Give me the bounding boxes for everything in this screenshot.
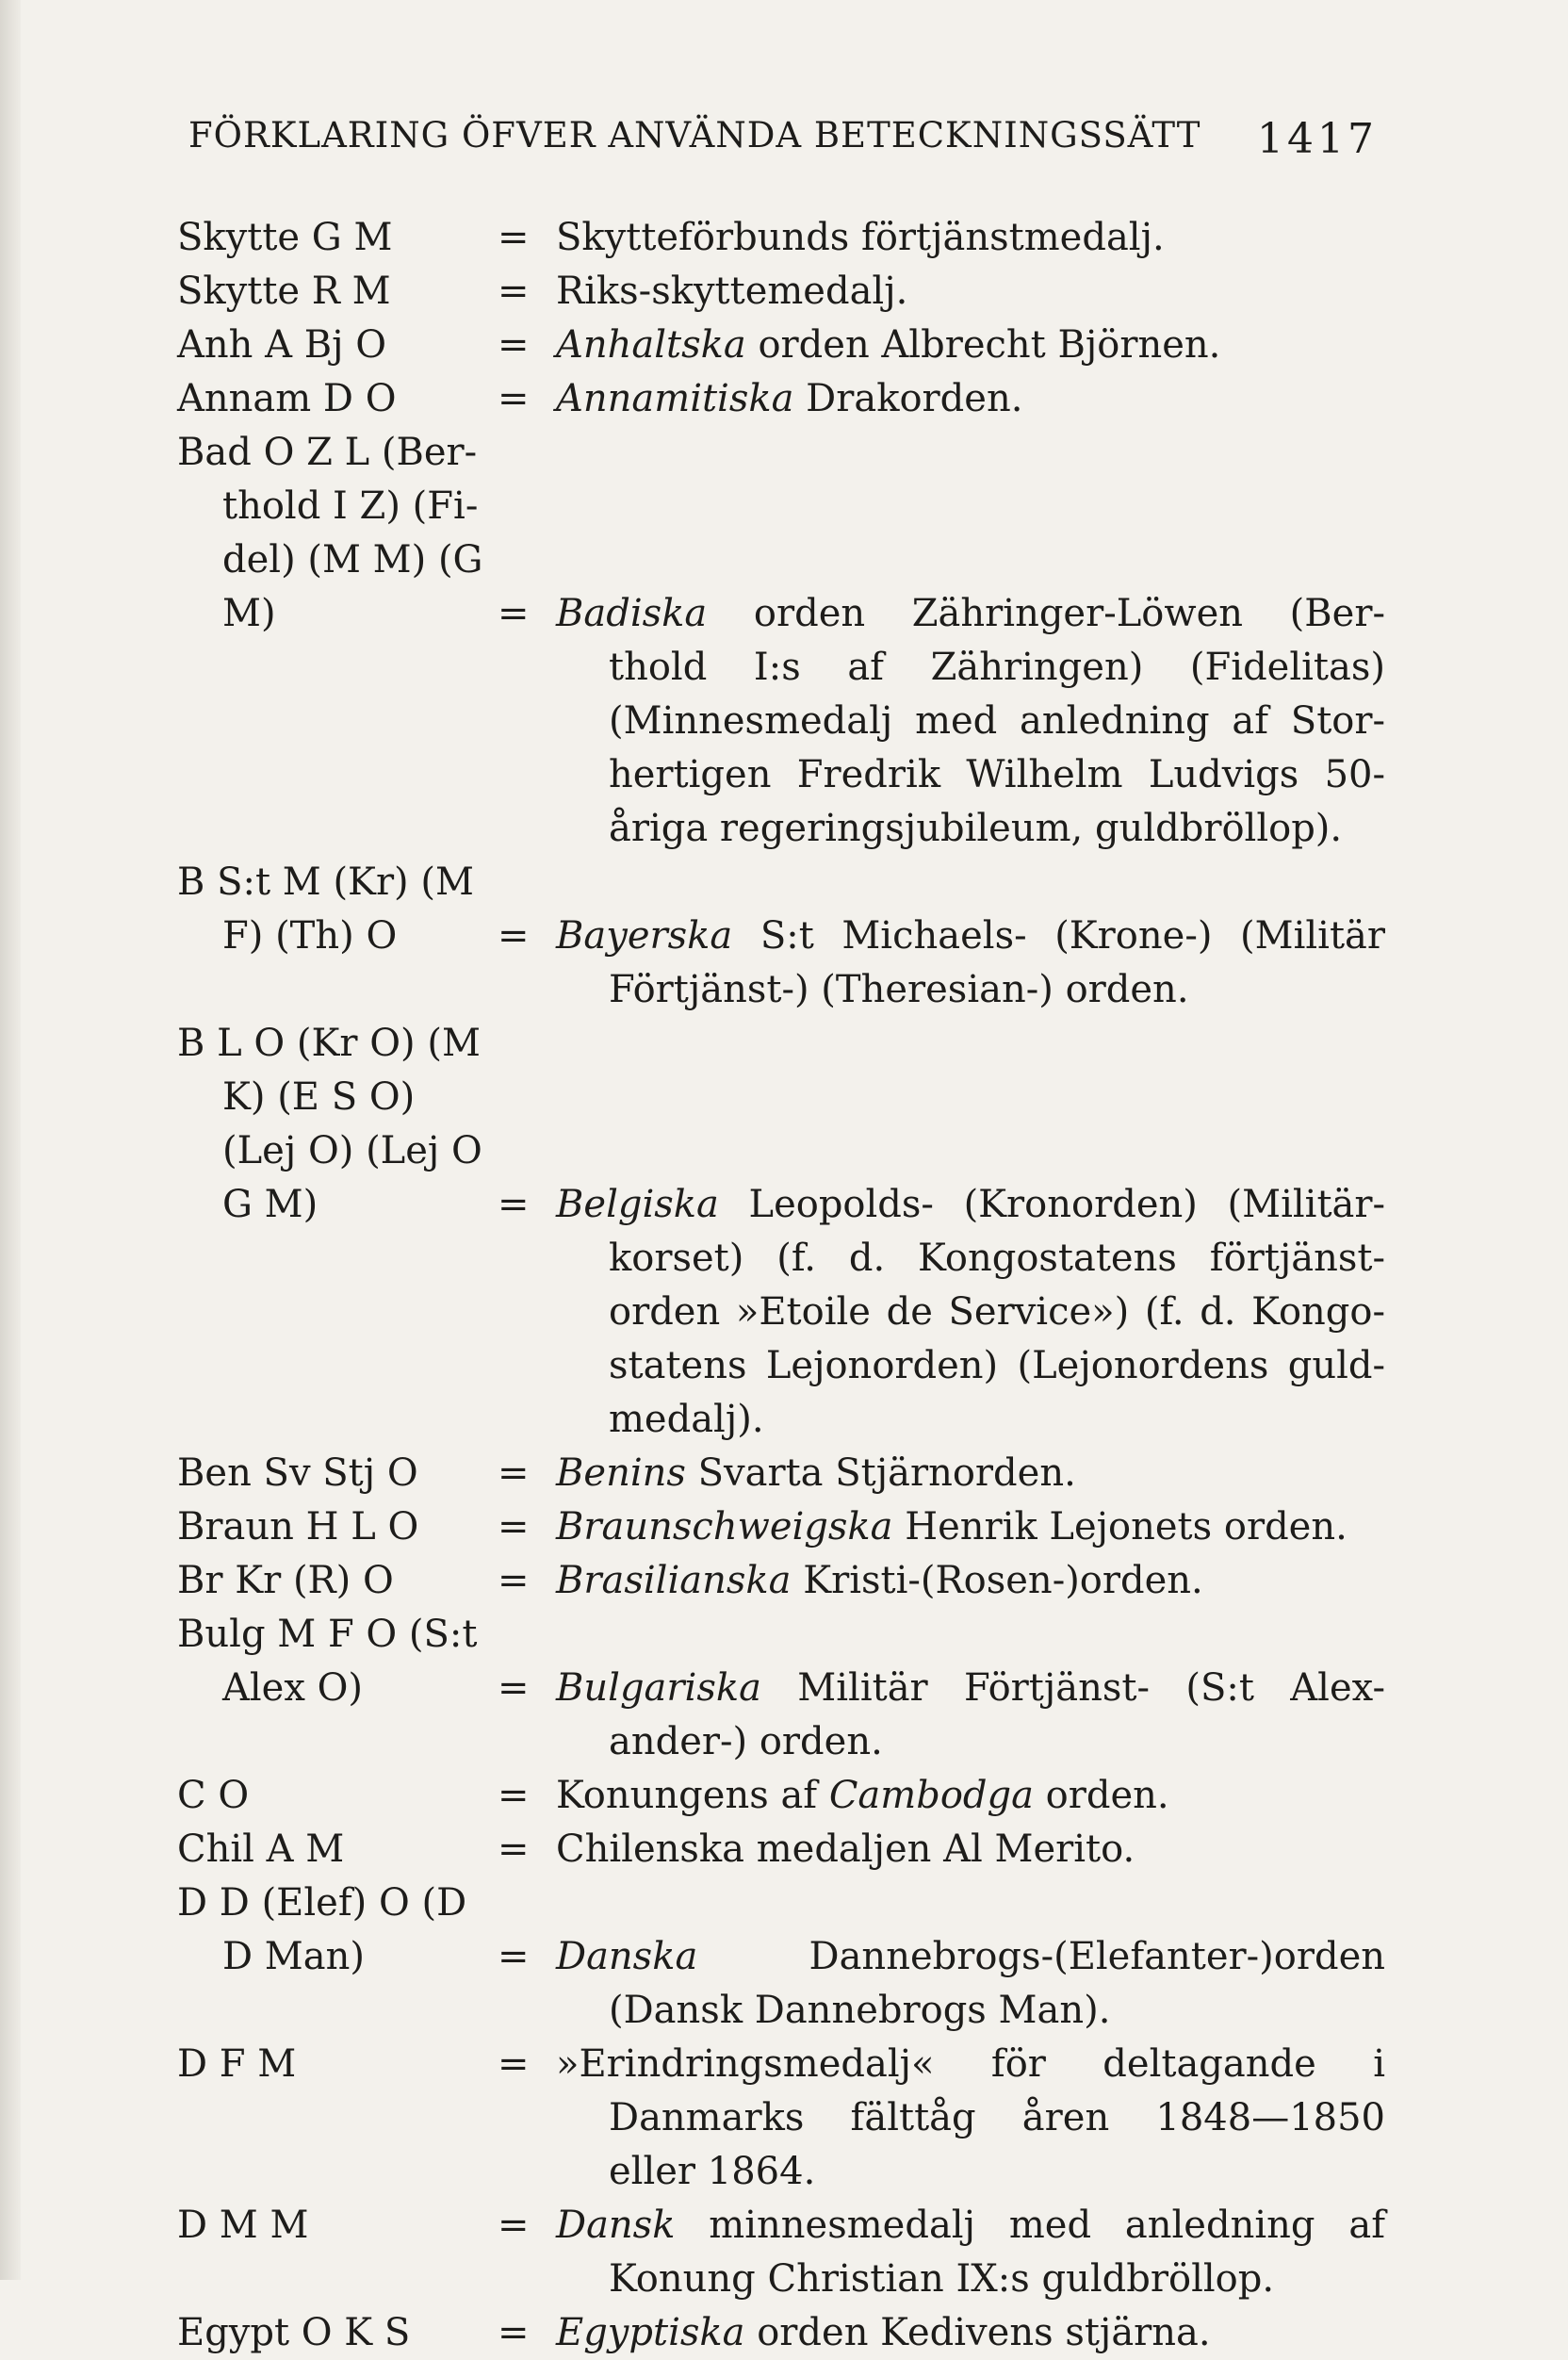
definition-line <box>556 372 1385 426</box>
definition-italic: Egyptiska <box>556 2311 745 2354</box>
equals-sign: = <box>498 2204 530 2247</box>
abbreviation-line: B S:t M (Kr) (M <box>177 860 474 904</box>
definition-text: Drakorden. <box>793 377 1023 420</box>
equals-sign: = <box>498 216 530 259</box>
entry-abbreviation <box>177 1500 498 1554</box>
abbreviation-line: F) (Th) O <box>222 914 398 958</box>
abbreviation-line: Skytte G M <box>177 216 393 259</box>
page-edge <box>0 0 21 2280</box>
entry-abbreviation <box>177 265 498 319</box>
definition-text: statens Lejonorden) (Lejonordens guld- <box>609 1344 1385 1387</box>
definition-line <box>556 2306 1385 2360</box>
entry-abbreviation <box>177 2199 498 2253</box>
entry-abbreviation <box>177 372 498 426</box>
definition-text: Konung Christian IX:s guldbröllop. <box>609 2257 1275 2301</box>
equals-sign: = <box>498 1183 530 1226</box>
definition-line <box>556 910 1385 963</box>
definition-line <box>556 211 1385 265</box>
definition-line <box>556 1662 1385 1715</box>
definition-italic: Dansk <box>556 2204 676 2247</box>
entry-abbreviation <box>177 1823 498 1877</box>
entry-definition <box>556 265 1385 319</box>
definition-line <box>556 1339 1385 1393</box>
definition-text: orden »Etoile de Service») (f. d. Kongo- <box>609 1290 1385 1334</box>
entry-definition <box>556 1447 1385 1500</box>
equals-sign: = <box>498 1827 530 1871</box>
abbreviation-line: Egypt O K S <box>177 2311 411 2354</box>
entry-definition <box>556 2038 1385 2199</box>
abbreviation-line: D D (Elef) O (D <box>177 1881 467 1925</box>
definition-text: orden Kedivens stjärna. <box>744 2311 1211 2354</box>
definition-text: Dannebrogs-(Elefanter-)orden <box>697 1935 1385 1978</box>
definition-text: Chilenska medaljen Al Merito. <box>556 1827 1135 1871</box>
entry-abbreviation <box>177 319 498 372</box>
definition-line <box>556 2091 1385 2145</box>
entry-abbreviation <box>177 1017 498 1232</box>
definition-line <box>556 2038 1385 2091</box>
entry-abbreviation <box>177 1877 498 1984</box>
abbreviation-line: D M M <box>177 2204 309 2247</box>
definition-line <box>556 1178 1385 1232</box>
definition-text: Svarta Stjärnorden. <box>685 1451 1076 1495</box>
entry-definition <box>556 1930 1385 2038</box>
entry-abbreviation <box>177 1554 498 1608</box>
running-header <box>188 115 1378 172</box>
definition-line <box>556 1232 1385 1286</box>
abbreviation-line: Ben Sv Stj O <box>177 1451 418 1495</box>
abbreviation-line: Alex O) <box>222 1666 364 1710</box>
definition-text: orden Zähringer-Löwen (Ber- <box>707 592 1385 635</box>
header-title: FÖRKLARING ÖFVER ANVÄNDA BETECKNINGSSÄTT <box>188 115 1201 156</box>
definition-text: S:t Michaels- (Krone-) (Militär <box>732 914 1385 958</box>
entry-definition <box>556 1554 1385 1608</box>
equals-sign: = <box>498 1666 530 1710</box>
definition-text: Kristi-(Rosen-)orden. <box>791 1559 1203 1602</box>
equals-sign: = <box>498 1559 530 1602</box>
abbreviation-line: Annam D O <box>177 377 397 420</box>
definition-text: medalj). <box>609 1398 764 1441</box>
definition-line <box>556 695 1385 748</box>
definition-line <box>556 2145 1385 2199</box>
equals-sign: = <box>498 1451 530 1495</box>
entry-abbreviation <box>177 856 498 963</box>
definition-text: Militär Förtjänst- (S:t Alex- <box>760 1666 1385 1710</box>
abbreviation-line: Bad O Z L (Ber- <box>177 431 478 474</box>
definition-italic: Annamitiska <box>556 377 794 420</box>
abbreviation-line: Bulg M F O (S:t <box>177 1613 478 1656</box>
definition-text: Förtjänst-) (Theresian-) orden. <box>609 968 1189 1011</box>
definition-text: eller 1864. <box>609 2150 816 2193</box>
definition-text: ander-) orden. <box>609 1720 883 1763</box>
equals-sign: = <box>498 323 530 367</box>
entry-abbreviation <box>177 2038 498 2091</box>
definition-text: orden. <box>1033 1774 1169 1817</box>
entry-definition <box>556 1500 1385 1554</box>
definition-text: Danmarks fälttåg åren 1848—1850 <box>609 2096 1385 2139</box>
definition-text: Konungens af <box>556 1774 829 1817</box>
entry-definition <box>556 1769 1385 1823</box>
definition-line <box>556 1715 1385 1769</box>
entry-definition <box>556 587 1385 856</box>
definition-text: minnesmedalj med anledning af <box>675 2204 1385 2247</box>
definition-italic: Badiska <box>556 592 708 635</box>
equals-sign: = <box>498 2311 530 2354</box>
definition-line <box>556 1769 1385 1823</box>
equals-sign: = <box>498 1505 530 1549</box>
definition-text: (Minnesmedalj med anledning af Stor- <box>609 699 1385 743</box>
definition-line <box>556 1286 1385 1339</box>
definition-text: Henrik Lejonets orden. <box>892 1505 1348 1549</box>
abbreviation-line: Br Kr (R) O <box>177 1559 394 1602</box>
equals-sign: = <box>498 270 530 313</box>
abbreviation-line: D Man) <box>222 1935 365 1978</box>
definition-line <box>556 1823 1385 1877</box>
abbreviation-line: B L O (Kr O) (M <box>177 1022 481 1065</box>
entry-definition <box>556 211 1385 265</box>
definition-line <box>556 319 1385 372</box>
entry-abbreviation <box>177 211 498 265</box>
entry-abbreviation <box>177 1769 498 1823</box>
definition-italic: Belgiska <box>556 1183 719 1226</box>
definition-line <box>556 802 1385 856</box>
definition-text: thold I:s af Zähringen) (Fidelitas) <box>609 646 1385 689</box>
definition-line <box>556 587 1385 641</box>
definition-text: hertigen Fredrik Wilhelm Ludvigs 50- <box>609 753 1385 796</box>
equals-sign: = <box>498 592 530 635</box>
definition-italic: Benins <box>556 1451 686 1495</box>
definition-text: åriga regeringsjubileum, guldbröllop). <box>609 807 1343 850</box>
definition-text: Skytteförbunds förtjänstmedalj. <box>556 216 1165 259</box>
abbreviation-line: D F M <box>177 2042 297 2086</box>
definition-text: Riks-skyttemedalj. <box>556 270 908 313</box>
definition-line <box>556 963 1385 1017</box>
abbreviation-line: K) (E S O) <box>222 1075 416 1119</box>
definition-line <box>556 1500 1385 1554</box>
definition-line <box>556 641 1385 695</box>
equals-sign: = <box>498 1774 530 1817</box>
abbreviation-line: G M) <box>222 1183 318 1226</box>
abbreviation-line: M) <box>222 592 276 635</box>
entry-definition <box>556 2199 1385 2306</box>
abbreviation-line: (Lej O) (Lej O <box>222 1129 482 1172</box>
definition-italic: Cambodga <box>828 1774 1034 1817</box>
definition-text: Leopolds- (Kronorden) (Militär- <box>718 1183 1385 1226</box>
entry-definition <box>556 372 1385 426</box>
definition-italic: Bayerska <box>556 914 733 958</box>
definition-italic: Braunschweigska <box>556 1505 893 1549</box>
equals-sign: = <box>498 377 530 420</box>
abbreviation-line: Chil A M <box>177 1827 345 1871</box>
abbreviation-line: Anh A Bj O <box>177 323 387 367</box>
abbreviation-line: Skytte R M <box>177 270 391 313</box>
equals-sign: = <box>498 2042 530 2086</box>
abbreviation-line: del) (M M) (G <box>222 538 483 582</box>
entry-abbreviation <box>177 1608 498 1715</box>
definition-line <box>556 2199 1385 2253</box>
page-number: 1417 <box>1257 115 1378 163</box>
definition-line <box>556 1393 1385 1447</box>
definition-line <box>556 748 1385 802</box>
equals-sign: = <box>498 914 530 958</box>
definition-line <box>556 265 1385 319</box>
definition-line <box>556 1930 1385 1984</box>
definition-italic: Brasilianska <box>556 1559 792 1602</box>
abbreviation-line: thold I Z) (Fi- <box>222 484 479 528</box>
abbreviation-line: Braun H L O <box>177 1505 419 1549</box>
definition-line <box>556 1554 1385 1608</box>
abbreviation-line: C O <box>177 1774 250 1817</box>
entry-abbreviation <box>177 2306 498 2360</box>
definition-italic: Bulgariska <box>556 1666 761 1710</box>
entry-abbreviation <box>177 1447 498 1500</box>
entry-definition <box>556 1178 1385 1447</box>
entry-definition <box>556 1823 1385 1877</box>
definition-text: (Dansk Dannebrogs Man). <box>609 1989 1111 2032</box>
definition-text: »Erindringsmedalj« för deltagande i <box>556 2042 1385 2086</box>
equals-sign: = <box>498 1935 530 1978</box>
entry-abbreviation <box>177 426 498 641</box>
definition-italic: Anhaltska <box>556 323 746 367</box>
entry-definition <box>556 1662 1385 1769</box>
definition-line <box>556 1984 1385 2038</box>
entry-definition <box>556 2306 1385 2360</box>
definition-text: korset) (f. d. Kongostatens förtjänst- <box>609 1237 1385 1280</box>
definition-text: orden Albrecht Björnen. <box>745 323 1221 367</box>
entry-definition <box>556 910 1385 1017</box>
definition-italic: Danska <box>556 1935 698 1978</box>
entry-definition <box>556 319 1385 372</box>
definition-line <box>556 1447 1385 1500</box>
